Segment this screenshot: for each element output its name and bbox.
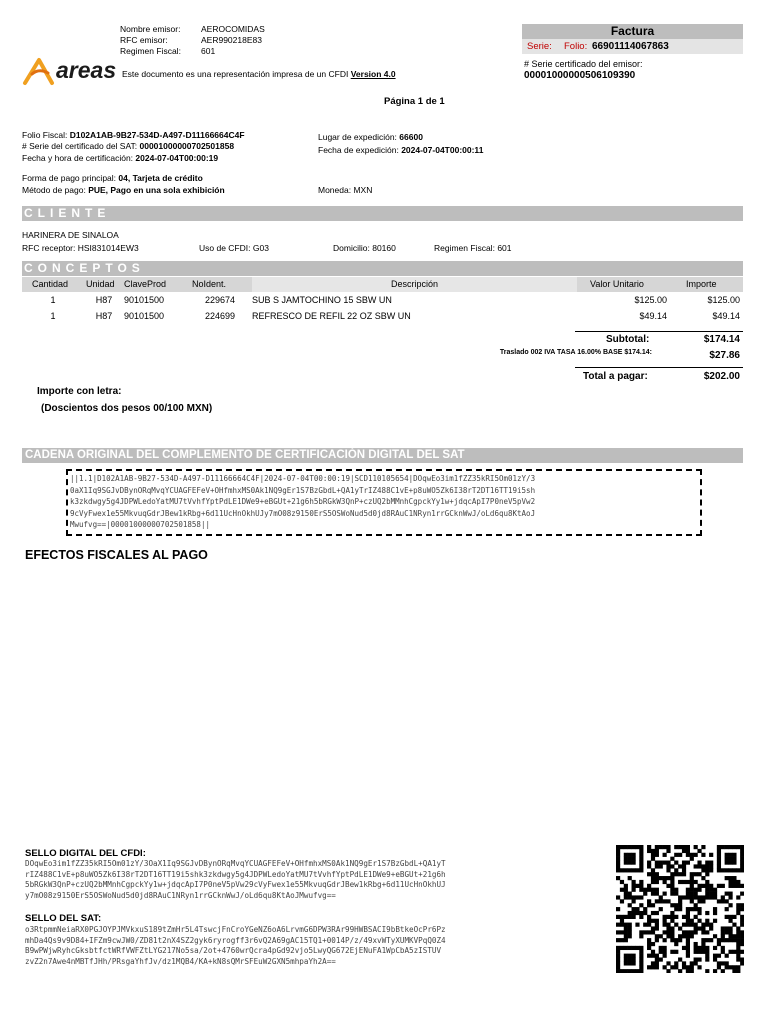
sat-seal-line: mhDa4Qs9v9D84+IFZm9cwJW0/ZD81t2nX4SZ2gyk6ryrogff3r6vQ2A69gAC15TQ1+0014P/z/49xvWTyXUMKVPqQ0Z4 bbox=[25, 935, 446, 945]
issue-date-value: 2024-07-04T00:00:11 bbox=[401, 145, 484, 155]
cell-id: 224699 bbox=[204, 311, 236, 321]
cell-key: 90101500 bbox=[124, 311, 165, 321]
sat-seal-line: zvZ2n7Awe4nMBTfJHh/PRsgaYhfJv/dz1MQB4/KA+kN8sQMrSFEuW2GXN5mhpaYh2A== bbox=[25, 956, 336, 966]
payment-method bbox=[22, 185, 225, 196]
chain-line: Mwufvg==|00001000000702501858|| bbox=[70, 520, 210, 529]
subtotal-rule bbox=[575, 331, 743, 332]
folio-fiscal bbox=[22, 130, 245, 141]
cell-unit: H87 bbox=[95, 295, 113, 305]
concepts-table-header bbox=[22, 277, 743, 292]
cell-unit: H87 bbox=[95, 311, 113, 321]
payment-form-label: Forma de pago principal: bbox=[22, 173, 117, 183]
client-address-value: 80160 bbox=[372, 243, 396, 253]
th-key: ClaveProd bbox=[124, 279, 167, 289]
th-amount: Importe bbox=[686, 279, 717, 289]
th-unit: Unidad bbox=[86, 279, 115, 289]
invoice-title: Factura bbox=[610, 24, 655, 38]
company-logo bbox=[22, 56, 117, 86]
sat-cert bbox=[22, 141, 234, 152]
payment-form bbox=[22, 173, 203, 184]
sat-seal-line: o3RtpmmNeiaRX0PGJOYPJMVkxuS189tZmHr5L4TswcjFnCroYGeNZ6oA6LrvmG6DPW3RAr99HWBSACI9bBtkeOcPr6Pz bbox=[25, 925, 446, 934]
invoice-folio-row bbox=[522, 39, 743, 54]
client-regime-value: 601 bbox=[497, 243, 512, 253]
cell-amount: $49.14 bbox=[712, 311, 740, 321]
issuer-cert-value: 00001000000506109390 bbox=[524, 70, 636, 81]
tax-label: Traslado 002 IVA TASA 16.00% BASE $174.14: bbox=[499, 349, 652, 356]
chain-text bbox=[70, 473, 535, 531]
issuer-rfc: AER990218E83 bbox=[201, 35, 262, 45]
tax-value: $27.86 bbox=[709, 350, 740, 361]
chain-line: 0aX1Iq9SGJvDBynORqMvqYCUAGFEFeV+OHfmhxMS0Ak1NQ9gEr1S7BzGbdL+QA1yTrIZ488C1vE+p8uWO5Zk6I38rT2DT16TT19i5sh bbox=[70, 485, 536, 495]
issuer-regime-label: Regimen Fiscal: bbox=[120, 46, 181, 56]
cfdi-seal-title: SELLO DIGITAL DEL CFDI: bbox=[25, 848, 146, 859]
cfdi-seal-line: rIZ488C1vE+p8uWO5Zk6I38rT2DT16TT19i5shk3zkdwgy5g4JDPWLedoYatMU7tVvhfYptPdLE1DWe9+eBGUt+21g6h bbox=[25, 869, 446, 879]
cell-key: 90101500 bbox=[124, 295, 165, 305]
th-id: NoIdent. bbox=[192, 279, 227, 289]
cfdi-note-text: Este documento es una representación impresa de un CFDI bbox=[122, 69, 349, 79]
issuer-regime: 601 bbox=[201, 46, 216, 56]
issue-place-label: Lugar de expedición: bbox=[318, 132, 397, 142]
cell-price: $125.00 bbox=[634, 295, 667, 305]
sat-cert-value: 00001000000702501858 bbox=[139, 141, 235, 151]
folio-fiscal-label: Folio Fiscal: bbox=[22, 130, 68, 140]
cell-qty: 1 bbox=[50, 311, 56, 321]
issue-place bbox=[318, 132, 423, 143]
cert-date-label: Fecha y hora de certificación: bbox=[22, 153, 134, 163]
cfdi-seal-line: 5bRGkW3QnP+czUQ2bMMnhCgpckYy1w+jdqcApI7P0neV5pVw29cVyFwex1e55MkvuqGdrJBew1kRbg+6d11UcHnOkhUJ bbox=[25, 880, 446, 889]
sat-seal-text bbox=[25, 925, 446, 967]
client-name: HARINERA DE SINALOA bbox=[22, 230, 119, 240]
currency-label: Moneda: bbox=[318, 185, 352, 195]
client-regime bbox=[434, 243, 512, 254]
amount-words-label: Importe con letra: bbox=[37, 386, 122, 397]
folio-label: Folio: bbox=[564, 41, 588, 52]
total-rule bbox=[575, 367, 743, 368]
logo-mark-icon bbox=[22, 56, 56, 86]
payment-method-label: Método de pago: bbox=[22, 185, 86, 195]
issuer-name: AEROCOMIDAS bbox=[201, 24, 265, 34]
total-value: $202.00 bbox=[703, 371, 740, 382]
qr-code bbox=[616, 845, 744, 973]
client-rfc-label: RFC receptor: bbox=[22, 243, 76, 253]
cert-date bbox=[22, 153, 218, 164]
cfdi-seal-text bbox=[25, 859, 446, 901]
cfdi-note bbox=[122, 69, 396, 80]
invoice-title-bar bbox=[522, 24, 743, 39]
sat-seal-title: SELLO DEL SAT: bbox=[25, 913, 102, 924]
logo-text: areas bbox=[56, 57, 117, 83]
sat-seal-line: B9wPWjwRyhcGksbtfctWRfVWFZtLYG217No5sa/2ot+4760wrQcra4pGd92vjo5LwyQG672EjENuFA1WpCbA5zISTUV bbox=[25, 946, 442, 955]
subtotal-value: $174.14 bbox=[703, 334, 740, 345]
cfdi-seal-line: y7mO08z9150ErS5OSWoNud5d0jd8RAuC1NRyn1rrGCknWwJ/oLd6qu8KtAoJMwufvg== bbox=[25, 890, 336, 900]
th-desc: Descripción bbox=[252, 277, 577, 292]
cell-price: $49.14 bbox=[639, 311, 667, 321]
issue-place-value: 66600 bbox=[399, 132, 423, 142]
issuer-rfc-label: RFC emisor: bbox=[120, 35, 168, 45]
client-rfc-value: HSI831014EW3 bbox=[77, 243, 139, 253]
cfdi-use-value: G03 bbox=[252, 243, 269, 253]
cell-qty: 1 bbox=[50, 295, 56, 305]
issuer-cert-label: # Serie certificado del emisor: bbox=[524, 59, 643, 69]
issuer-name-label: Nombre emisor: bbox=[120, 24, 181, 34]
amount-words-value: (Doscientos dos pesos 00/100 MXN) bbox=[41, 403, 213, 414]
cfdi-use bbox=[199, 243, 269, 254]
chain-box bbox=[66, 469, 702, 536]
client-rfc bbox=[22, 243, 139, 254]
cell-desc: REFRESCO DE REFIL 22 OZ SBW UN bbox=[252, 311, 411, 321]
currency bbox=[318, 185, 372, 196]
chain-section-title: CADENA ORIGINAL DEL COMPLEMENTO DE CERTIFICACIÓN DIGITAL DEL SAT bbox=[25, 449, 465, 461]
folio-value: 66901114067863 bbox=[592, 41, 669, 52]
chain-line: 9cVyFwex1e55MkvuqGdrJBew1kRbg+6d11UcHnOkhUJy7mO08z9150ErS5OSWoNud5d0jd8RAuC1NRyn1rrGCknWwJ/oLd6qu8KtAoJ bbox=[70, 508, 536, 518]
page-indicator: Página 1 de 1 bbox=[384, 96, 445, 107]
cfdi-use-label: Uso de CFDI: bbox=[199, 243, 251, 253]
cell-amount: $125.00 bbox=[707, 295, 740, 305]
serie-label: Serie: bbox=[527, 41, 552, 52]
chain-line: ||1.1|D102A1AB-9B27-534D-A497-D11166664C4F|2024-07-04T00:00:19|SCD110105654|DOqwEo3im1fZZ35kRI5Om01zY/3 bbox=[70, 474, 536, 483]
qr-code-icon bbox=[616, 845, 744, 973]
th-price: Valor Unitario bbox=[590, 279, 644, 289]
th-qty: Cantidad bbox=[32, 279, 69, 289]
client-address bbox=[333, 243, 396, 254]
cfdi-seal-line: DOqwEo3im1fZZ35kRI5Om01zY/3OaX1Iq9SGJvDBynORqMvqYCUAGFEFeV+OHfmhxMS0Ak1NQ9gEr1S7BzGbdL+QA1yT bbox=[25, 859, 446, 868]
issue-date-label: Fecha de expedición: bbox=[318, 145, 399, 155]
client-regime-label: Regimen Fiscal: bbox=[434, 243, 495, 253]
cell-id: 229674 bbox=[204, 295, 236, 305]
cfdi-version: Version 4.0 bbox=[350, 69, 396, 79]
payment-form-value: 04, Tarjeta de crédito bbox=[118, 173, 203, 183]
client-address-label: Domicilio: bbox=[333, 243, 370, 253]
cert-date-value: 2024-07-04T00:00:19 bbox=[135, 153, 219, 163]
client-section-title: CLIENTE bbox=[24, 206, 111, 220]
total-label: Total a pagar: bbox=[583, 371, 648, 382]
cell-desc: SUB S JAMTOCHINO 15 SBW UN bbox=[252, 295, 392, 305]
payment-method-value: PUE, Pago en una sola exhibición bbox=[88, 185, 225, 195]
currency-value: MXN bbox=[353, 185, 373, 195]
effects-title: EFECTOS FISCALES AL PAGO bbox=[25, 548, 208, 562]
issue-date bbox=[318, 145, 483, 156]
client-section-bar bbox=[22, 206, 743, 221]
folio-fiscal-value: D102A1AB-9B27-534D-A497-D11166664C4F bbox=[69, 130, 245, 140]
chain-line: k3zkdwgy5g4JDPWLedoYatMU7tVvhfYptPdLE1DWe9+eBGUt+21g6h5bRGkW3QnP+czUQ2bMMnhCgpckYy1w+jdqcApI7P0neV5pVw2 bbox=[70, 497, 536, 506]
concepts-section-title: CONCEPTOS bbox=[24, 261, 145, 275]
subtotal-label: Subtotal: bbox=[606, 334, 650, 345]
sat-cert-label: # Serie del certificado del SAT: bbox=[22, 141, 138, 151]
